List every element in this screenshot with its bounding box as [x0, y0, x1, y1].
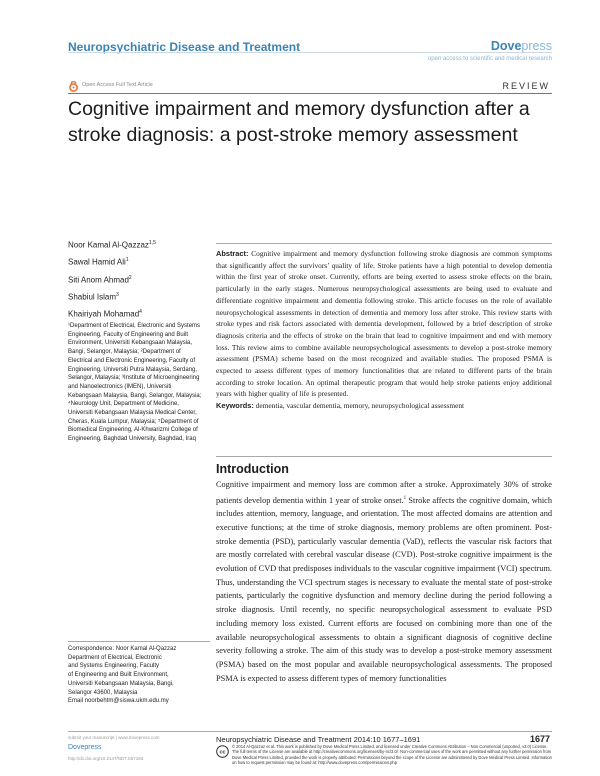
- author: Siti Anom Ahmad$^2$: [68, 274, 132, 285]
- open-access-icon: [68, 81, 79, 92]
- section-heading-introduction: Introduction: [216, 462, 289, 476]
- submit-manuscript-link[interactable]: submit your manuscript | www.dovepress.com: [68, 735, 160, 740]
- header-divider: [68, 52, 552, 53]
- article-type: REVIEW: [502, 81, 550, 91]
- title-divider: [68, 93, 552, 94]
- introduction-body: Cognitive impairment and memory loss are common after a stroke. Approximately 30% of stroke patients develop dementia within 1 year of stroke onset.$^1$ Stroke affects the cognitive domain, which includes attention, memory, language, and orientation. The most affected domains are attention and executive functions; at the time of stroke diagnosis, memory problems are often prominent. Post-stroke dementia (PSD), particularly vascular dementia (VaD), reflects the vascular risk factors that are mostly correlated with cerebral vascular disease (CVD). Post-stroke cognitive impairment is the evolution of CVD that predisposes individuals to the vascular cognitive impairment (VCI) spectrum. Thus, understanding the VCI spectrum stages is necessary to evaluate the mental state of post-stroke patients, particularly the cognitive dysfunction and memory decline during the period following a stroke diagnosis. Until recently, no specific neuropsychological assessment to evaluate PSD including memory loss existed. Current efforts are focused on combining more than one of the available neuropsychological assessments to obtain a significant diagnosis of cognitive decline severity following a stroke. The aim of this study was to develop a post-stroke memory assessment (PSMA) based on the most popular and available neuropsychological assessments. The proposed PSMA is expected to assess different types of memory functionalities: [216, 480, 552, 683]
- address-line: and Systems Engineering, Faculty: [68, 663, 160, 670]
- paper-title: Cognitive impairment and memory dysfunction after a stroke diagnosis: a post-stroke memory assessment: [68, 98, 530, 146]
- open-access-label: Open Access Full Text Article: [82, 82, 153, 88]
- page-number: 1677: [529, 734, 550, 744]
- address-line: Universiti Kebangsaan Malaysia, Bangi,: [68, 680, 174, 687]
- footer-publisher-logo: Dovepress: [68, 744, 102, 751]
- author: Sawal Hamid Ali$^1$: [68, 257, 129, 267]
- address-line: Selangor 43600, Malaysia: [68, 689, 138, 696]
- abstract-top-rule: [216, 243, 552, 244]
- author: Noor Kamal Al-Qazzaz$^{1,5}$: [68, 240, 156, 250]
- citation-line: Neuropsychiatric Disease and Treatment 2014:10 1677–1691: [216, 735, 421, 744]
- doi-link[interactable]: http://dx.doi.org/10.2147/NDT.S67184: [68, 756, 144, 761]
- publisher-logo: Dovepress: [490, 39, 552, 53]
- correspondence-rule: [68, 641, 210, 642]
- abstract-label: Abstract:: [216, 249, 249, 258]
- author-list: [68, 236, 208, 322]
- affiliations: ¹Department of Electrical, Electronic and Systems Engineering, Faculty of Engineering and Built Environment, Universiti Kebangsaan Malaysia, Bangi, Selangor, Malaysia; ²Department of Electrical and Electronic Engineering, Faculty of Engineering, Universiti Putra Malaysia, Serdang, Selangor, Malaysia; ³Institute of Microengineering and Nanoelectronics (IMEN), Universiti Kebangsaan Malaysia, Bangi, Selangor, Malaysia; ⁴Neurology Unit, Department of Medicine, Universiti Kebangsaan Malaysia Medical Center, Cheras, Kuala Lumpur, Malaysia; ⁵Department of Biomedical Engineering, Al-Khwarizmi College of Engineering, Baghdad University, Baghdad, Iraq: [68, 323, 202, 443]
- svg-text:cc: cc: [219, 749, 226, 756]
- journal-name: Neuropsychiatric Disease and Treatment: [68, 40, 301, 54]
- abstract-text: Cognitive impairment and memory dysfunction following stroke diagnosis are common symptoms that significantly affect the survivors’ quality of life. Stroke patients have a high potential to develop dementia within the first year of stroke onset. Currently, efforts are being exerted to assess stroke effects on the brain, particularly in the early stages. Numerous neuropsychological assessments are being used to evaluate and differentiate cognitive impairment and dementia following stroke. This article focuses on the role of available neuropsychological assessments in detection of dementia and memory loss after stroke. This review starts with stroke types and risk factors associated with dementia development, followed by a brief description of stroke diagnosis criteria and the effects of stroke on the brain that lead to cognitive impairment and end with memory loss. This review aims to combine available neuropsychological assessments to develop a post-stroke memory assessment (PSMA) scheme based on the most recognized and available studies. The proposed PSMA is expected to assess different types of memory functionalities that are related to different parts of the brain according to stroke location. An optimal therapeutic program that would help stroke patients enjoy additional years with higher quality of life is presented.: [216, 249, 552, 399]
- correspondence: [68, 645, 213, 706]
- publisher-tagline: open access to scientific and medical research: [427, 56, 552, 62]
- address-line: of Engineering and Built Environment,: [68, 672, 169, 679]
- creative-commons-icon: [216, 745, 229, 758]
- keywords-label: Keywords:: [216, 401, 254, 411]
- footer-rule: [68, 731, 552, 732]
- email-link[interactable]: Email noorbehtm@siswa.ukm.edu.my: [68, 698, 169, 705]
- keywords: dementia, vascular dementia, memory, neuropsychological assessment: [255, 401, 465, 411]
- author: Khairiyah Mohamad$^4$: [68, 309, 142, 319]
- address-line: Department of Electrical, Electronic: [68, 654, 162, 661]
- correspondence-label: Correspondence: Noor Kamal Al-Qazzaz: [68, 646, 177, 652]
- author: Shabiul Islam$^3$: [68, 291, 119, 302]
- abstract-bottom-rule: [216, 456, 552, 457]
- citation-ref: 1: [403, 495, 407, 501]
- abstract: [216, 248, 552, 412]
- license-text: © 2014 Al-Qazzaz et al. This work is published by Dove Medical Press Limited, and licensed under Creative Commons Attribution – Non Commercial (unported, v3.0) License. The full terms of the License are available at http://creativecommons.org/licenses/by-nc/3.0/. Non-commercial uses of the work are permitted without any further permission from Dove Medical Press Limited, provided the work is properly attributed. Permissions beyond the scope of the License are administered by Dove Medical Press Limited. Information on how to request permission may be found at: http://www.dovepress.com/permissions.php: [232, 744, 552, 766]
